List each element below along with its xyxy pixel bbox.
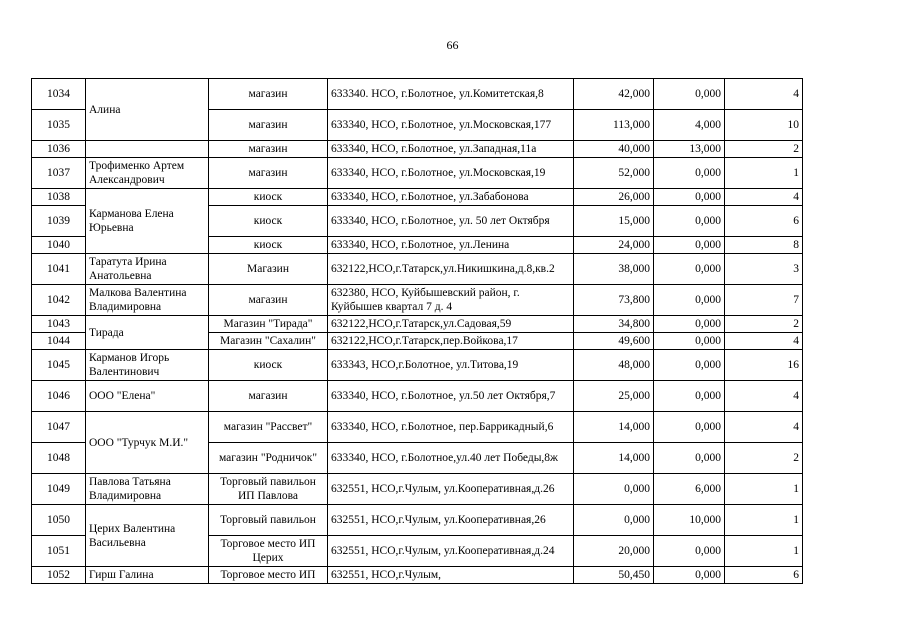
count: 16: [725, 350, 803, 381]
address: 633340, НСО, г.Болотное, ул.Московская,177: [328, 110, 574, 141]
table-row: [32, 189, 803, 206]
address: 633340, НСО, г.Болотное, ул.Западная,11а: [328, 141, 574, 158]
address: 632551, НСО,г.Чулым,: [328, 567, 574, 584]
row-id: 1042: [32, 285, 86, 316]
address: 633340. НСО, г.Болотное, ул.Комитетская,8: [328, 79, 574, 110]
object-type: Торговое место ИП: [209, 567, 328, 584]
value-2: 0,000: [654, 443, 725, 474]
address: 632551, НСО,г.Чулым, ул.Кооперативная,д.26: [328, 474, 574, 505]
value-2: 0,000: [654, 316, 725, 333]
value-1: 38,000: [574, 254, 654, 285]
table-row: [32, 350, 803, 381]
owner-name: ООО "Турчук М.И.": [86, 412, 209, 474]
object-type: киоск: [209, 206, 328, 237]
page-number: 66: [446, 38, 459, 52]
value-1: 20,000: [574, 536, 654, 567]
address: 632122,НСО,г.Татарск,ул.Садовая,59: [328, 316, 574, 333]
table-row: [32, 285, 803, 316]
object-type: киоск: [209, 350, 328, 381]
row-id: 1046: [32, 381, 86, 412]
table-row: [32, 316, 803, 333]
row-id: 1045: [32, 350, 86, 381]
registry-table: [31, 78, 803, 584]
row-id: 1040: [32, 237, 86, 254]
value-1: 73,800: [574, 285, 654, 316]
value-2: 0,000: [654, 79, 725, 110]
address: 633340, НСО, г.Болотное, ул.Забабонова: [328, 189, 574, 206]
row-id: 1044: [32, 333, 86, 350]
object-type: киоск: [209, 189, 328, 206]
value-2: 0,000: [654, 189, 725, 206]
object-type: Торговый павильон: [209, 505, 328, 536]
value-1: 0,000: [574, 505, 654, 536]
owner-name: Павлова Татьяна Владимировна: [86, 474, 209, 505]
value-2: 0,000: [654, 381, 725, 412]
object-type: киоск: [209, 237, 328, 254]
row-id: 1035: [32, 110, 86, 141]
row-id: 1041: [32, 254, 86, 285]
table-row: [32, 567, 803, 584]
value-1: 49,600: [574, 333, 654, 350]
value-1: 34,800: [574, 316, 654, 333]
owner-name: Трофименко Артем Александрович: [86, 158, 209, 189]
address: 632551, НСО,г.Чулым, ул.Кооперативная,26: [328, 505, 574, 536]
address: 633340, НСО, г.Болотное, ул.Московская,19: [328, 158, 574, 189]
object-type: магазин "Рассвет": [209, 412, 328, 443]
owner-name: Гирш Галина: [86, 567, 209, 584]
value-2: 13,000: [654, 141, 725, 158]
value-2: 0,000: [654, 254, 725, 285]
row-id: 1051: [32, 536, 86, 567]
owner-name: ООО "Елена": [86, 381, 209, 412]
count: 2: [725, 316, 803, 333]
row-id: 1034: [32, 79, 86, 110]
object-type: Магазин "Сахалин": [209, 333, 328, 350]
count: 1: [725, 536, 803, 567]
count: 10: [725, 110, 803, 141]
object-type: магазин: [209, 158, 328, 189]
value-1: 113,000: [574, 110, 654, 141]
table-row: [32, 254, 803, 285]
table-row: [32, 474, 803, 505]
count: 2: [725, 141, 803, 158]
count: 6: [725, 206, 803, 237]
value-1: 25,000: [574, 381, 654, 412]
value-2: 4,000: [654, 110, 725, 141]
owner-name: Карманов Игорь Валентинович: [86, 350, 209, 381]
row-id: 1038: [32, 189, 86, 206]
count: 4: [725, 412, 803, 443]
count: 6: [725, 567, 803, 584]
object-type: магазин: [209, 110, 328, 141]
value-1: 14,000: [574, 443, 654, 474]
address: 633340, НСО, г.Болотное, пер.Баррикадный,6: [328, 412, 574, 443]
table-row: [32, 141, 803, 158]
row-id: 1047: [32, 412, 86, 443]
object-type: магазин: [209, 141, 328, 158]
address: 633340, НСО, г.Болотное, ул. 50 лет Октября: [328, 206, 574, 237]
count: 4: [725, 189, 803, 206]
value-1: 26,000: [574, 189, 654, 206]
address: 633343, НСО,г.Болотное, ул.Титова,19: [328, 350, 574, 381]
row-id: 1050: [32, 505, 86, 536]
address: 633340, НСО, г.Болотное,ул.40 лет Победы,8ж: [328, 443, 574, 474]
value-2: 0,000: [654, 237, 725, 254]
address: 633340, НСО, г.Болотное, ул.Ленина: [328, 237, 574, 254]
table-row: [32, 412, 803, 443]
owner-name: [86, 141, 209, 158]
count: 8: [725, 237, 803, 254]
address: 632122,НСО,г.Татарск,пер.Войкова,17: [328, 333, 574, 350]
value-1: 48,000: [574, 350, 654, 381]
object-type: Торговый павильон ИП Павлова: [209, 474, 328, 505]
count: 4: [725, 381, 803, 412]
value-2: 0,000: [654, 412, 725, 443]
value-1: 42,000: [574, 79, 654, 110]
address: 632551, НСО,г.Чулым, ул.Кооперативная,д.24: [328, 536, 574, 567]
count: 4: [725, 333, 803, 350]
table-row: [32, 505, 803, 536]
object-type: Магазин "Тирада": [209, 316, 328, 333]
object-type: магазин: [209, 79, 328, 110]
owner-name: Тирада: [86, 316, 209, 350]
value-1: 24,000: [574, 237, 654, 254]
address: 632122,НСО,г.Татарск,ул.Никишкина,д.8,кв.2: [328, 254, 574, 285]
count: 3: [725, 254, 803, 285]
count: 1: [725, 474, 803, 505]
value-1: 40,000: [574, 141, 654, 158]
value-2: 0,000: [654, 536, 725, 567]
row-id: 1043: [32, 316, 86, 333]
table-row: [32, 381, 803, 412]
owner-name: Таратута Ирина Анатольевна: [86, 254, 209, 285]
address: 633340, НСО, г.Болотное, ул.50 лет Октября,7: [328, 381, 574, 412]
owner-name: Алина: [86, 79, 209, 141]
value-2: 0,000: [654, 206, 725, 237]
row-id: 1037: [32, 158, 86, 189]
row-id: 1052: [32, 567, 86, 584]
table-row: [32, 79, 803, 110]
row-id: 1048: [32, 443, 86, 474]
value-1: 52,000: [574, 158, 654, 189]
object-type: магазин: [209, 381, 328, 412]
object-type: Магазин: [209, 254, 328, 285]
value-1: 0,000: [574, 474, 654, 505]
value-1: 50,450: [574, 567, 654, 584]
value-2: 6,000: [654, 474, 725, 505]
value-2: 10,000: [654, 505, 725, 536]
object-type: магазин: [209, 285, 328, 316]
owner-name: Малкова Валентина Владимировна: [86, 285, 209, 316]
owner-name: Церих Валентина Васильевна: [86, 505, 209, 567]
value-2: 0,000: [654, 350, 725, 381]
value-1: 15,000: [574, 206, 654, 237]
address: 632380, НСО, Куйбышевский район, г. Куйбышев квартал 7 д. 4: [328, 285, 574, 316]
row-id: 1039: [32, 206, 86, 237]
object-type: Торговое место ИП Церих: [209, 536, 328, 567]
owner-name: Карманова Елена Юрьевна: [86, 189, 209, 254]
table-row: [32, 158, 803, 189]
count: 7: [725, 285, 803, 316]
row-id: 1049: [32, 474, 86, 505]
object-type: магазин "Родничок": [209, 443, 328, 474]
value-2: 0,000: [654, 567, 725, 584]
value-2: 0,000: [654, 333, 725, 350]
count: 1: [725, 158, 803, 189]
row-id: 1036: [32, 141, 86, 158]
value-2: 0,000: [654, 158, 725, 189]
value-2: 0,000: [654, 285, 725, 316]
count: 2: [725, 443, 803, 474]
count: 4: [725, 79, 803, 110]
count: 1: [725, 505, 803, 536]
value-1: 14,000: [574, 412, 654, 443]
